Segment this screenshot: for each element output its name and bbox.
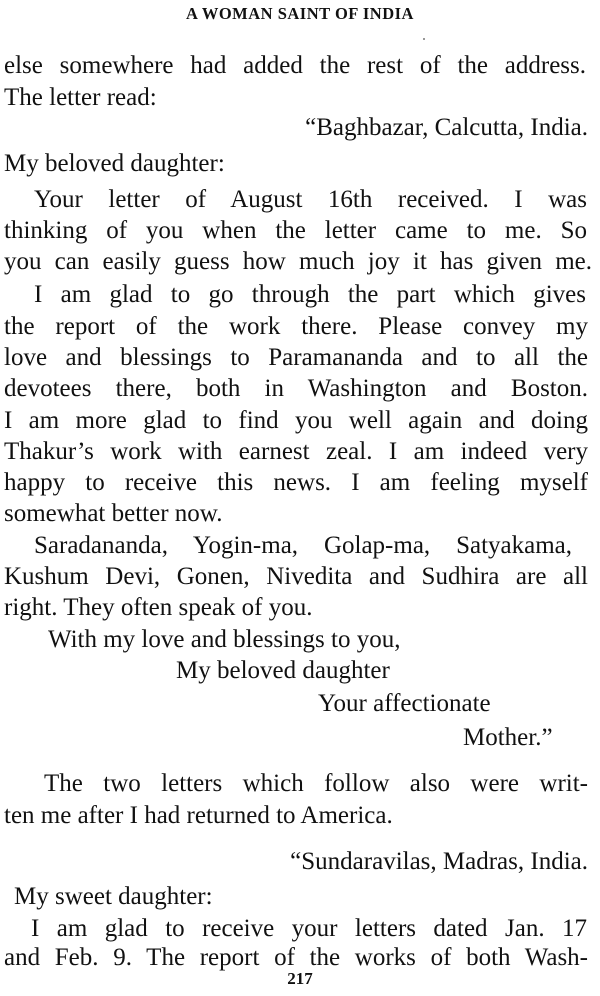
letter-address-line: “Baghbazar, Calcutta, India. <box>305 114 588 141</box>
text-line: and Feb. 9. The report of the works of both Wash- <box>4 944 588 971</box>
running-header: A WOMAN SAINT OF INDIA <box>186 4 414 23</box>
text-line: thinking of you when the letter came to me. So <box>4 217 587 244</box>
text-line: Thakur’s work with earnest zeal. I am indeed very <box>4 438 588 465</box>
text-line: the report of the work there. Please convey my <box>4 313 588 340</box>
letter-closing: Your affectionate <box>318 690 491 717</box>
text-line: devotees there, both in Washington and Boston. <box>4 375 588 402</box>
text-line: Your letter of August 16th received. I was <box>34 186 587 213</box>
text-line: else somewhere had added the rest of the address. <box>4 52 586 79</box>
text-line: I am more glad to find you well again and doing <box>4 407 588 434</box>
text-line: somewhat better now. <box>4 500 223 527</box>
letter-salutation: My sweet daughter: <box>14 883 213 910</box>
letter-signature: Mother.” <box>463 724 553 751</box>
text-line: Kushum Devi, Gonen, Nivedita and Sudhira are all <box>4 563 588 590</box>
text-line: happy to receive this news. I am feeling myself <box>4 469 588 496</box>
text-line: ten me after I had returned to America. <box>4 802 393 829</box>
print-speck <box>423 38 425 40</box>
letter-closing: With my love and blessings to you, <box>48 626 401 653</box>
text-line: Saradananda, Yogin-ma, Golap-ma, Satyakama, <box>34 532 572 559</box>
letter-closing: My beloved daughter <box>176 657 390 684</box>
text-line: you can easily guess how much joy it has given me. <box>4 248 592 275</box>
text-line: The letter read: <box>4 84 157 111</box>
text-line: The two letters which follow also were writ- <box>44 770 588 797</box>
letter-salutation: My beloved daughter: <box>4 150 225 177</box>
text-line: right. They often speak of you. <box>4 594 313 621</box>
page-number: 217 <box>287 969 313 988</box>
text-line: I am glad to go through the part which gives <box>34 281 586 308</box>
text-line: love and blessings to Paramananda and to all the <box>4 344 588 371</box>
letter-address-line: “Sundaravilas, Madras, India. <box>290 848 588 875</box>
text-line: I am glad to receive your letters dated Jan. 17 <box>31 915 587 942</box>
